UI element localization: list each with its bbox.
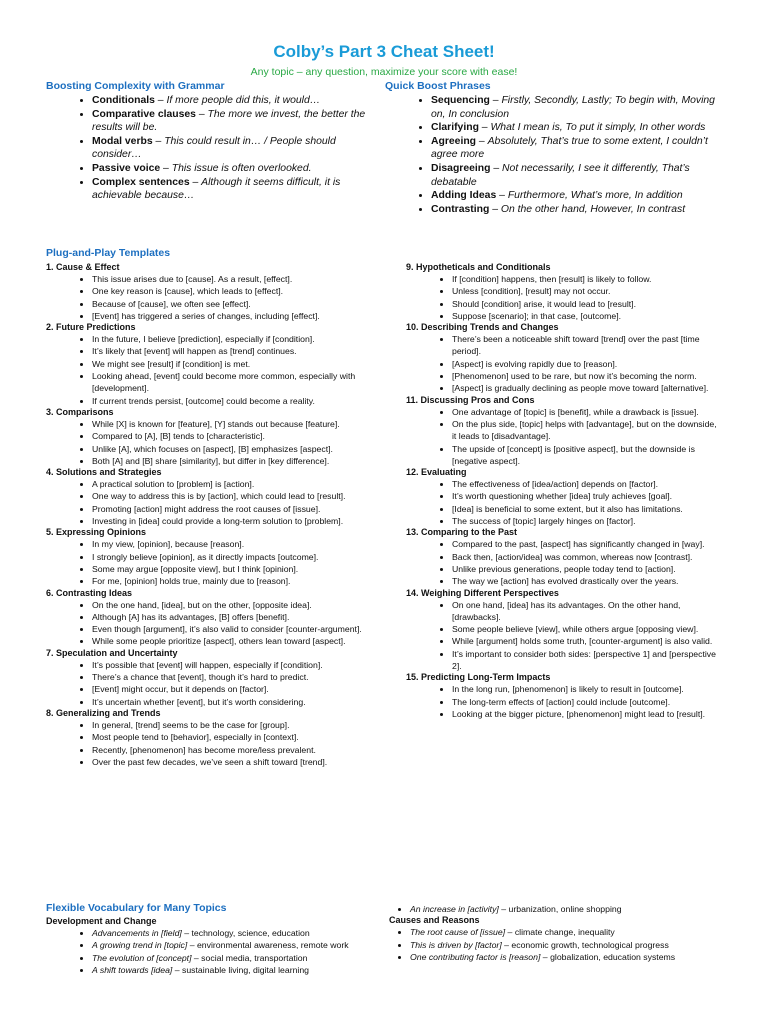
template-title: 7. Speculation and Uncertainty [46, 647, 178, 658]
template-item: • It’s uncertain whether [event], but it’s worth considering. [92, 696, 366, 708]
template-section [46, 588, 366, 648]
template-item: • [Event] might occur, but it depends on [factor]. [92, 683, 366, 695]
template-item: • If [condition] happens, then [result] is likely to follow. [452, 273, 721, 285]
vocab-right [389, 903, 729, 964]
vocab-separator: – [540, 952, 551, 963]
template-item: • In general, [trend] seems to be the case for [group]. [92, 719, 366, 731]
vocab-left [46, 902, 376, 977]
templates-heading: Plug-and-Play Templates [46, 247, 171, 259]
vocab-phrase: An increase in [activity] [410, 904, 499, 914]
template-item: • While [argument] holds some truth, [counter-argument] is also valid. [452, 635, 721, 647]
template-item: • Promoting [action] might address the root causes of [issue]. [92, 503, 366, 515]
phrase-separator: – [490, 162, 503, 174]
template-item: • I strongly believe [opinion], as it directly impacts [outcome]. [92, 551, 366, 563]
template-title: 9. Hypotheticals and Conditionals [406, 262, 551, 272]
template-title: 6. Contrasting Ideas [46, 587, 133, 598]
template-item: • This issue arises due to [cause]. As a result, [effect]. [92, 273, 366, 285]
template-item: • [Event] has triggered a series of changes, including [effect]. [92, 310, 366, 322]
phrase-term: Complex sentences [92, 176, 190, 188]
vocab-item [410, 939, 729, 951]
phrase-term: Agreeing [431, 135, 477, 147]
template-title: 3. Comparisons [46, 406, 114, 417]
template-list [46, 418, 366, 467]
template-item: • The success of [topic] largely hinges on [factor]. [452, 515, 721, 527]
vocab-phrase: The evolution of [concept] [92, 952, 192, 963]
phrase-example: On the other hand, However, In contrast [500, 203, 686, 215]
phrase-item [92, 94, 376, 108]
template-item: • Both [A] and [B] share [similarity], but differ in [key difference]. [92, 455, 366, 467]
template-title: 13. Comparing to the Past [406, 527, 518, 538]
template-item: • While [X] is known for [feature], [Y] stands out because [feature]. [92, 418, 366, 430]
template-list [46, 273, 366, 322]
phrase-item [431, 162, 720, 189]
phrase-example: Although it seems difficult, it is achievable because… [92, 176, 341, 202]
vocab-examples: globalization, education systems [550, 952, 676, 963]
vocab-separator: – [187, 940, 197, 951]
template-item: • We might see [result] if [condition] is met. [92, 358, 366, 370]
vocab-phrase: A growing trend in [topic] [92, 940, 188, 951]
template-item: • On the one hand, [idea], but on the other, [opposite idea]. [92, 599, 366, 611]
phrase-item [431, 135, 720, 162]
phrase-item [431, 203, 720, 217]
template-item: • It’s possible that [event] will happen, especially if [condition]. [92, 659, 366, 671]
template-item: • One way to address this is by [action], which could lead to [result]. [92, 490, 366, 502]
template-item: • On the plus side, [topic] helps with [advantage], but on the downside, it leads to [disadvantage]. [452, 418, 721, 443]
vocab-examples: social media, transportation [201, 952, 308, 963]
template-section [46, 648, 366, 708]
phrase-example: If more people did this, it would… [166, 95, 321, 106]
template-item: • Even though [argument], it’s also valid to consider [counter-argument]. [92, 623, 366, 635]
vocab-examples: sustainable living, digital learning [182, 965, 310, 976]
template-section [406, 262, 721, 322]
template-item: • If current trends persist, [outcome] could become a reality. [92, 395, 366, 407]
template-title: 5. Expressing Opinions [46, 527, 147, 538]
template-list [406, 683, 721, 720]
vocab-separator: – [505, 927, 515, 938]
template-item: • It’s worth questioning whether [idea] truly achieves [goal]. [452, 490, 721, 502]
template-item: • Unlike [A], which focuses on [aspect], [B] emphasizes [aspect]. [92, 443, 366, 455]
vocab-item [92, 939, 376, 951]
vocab-list-causes [389, 926, 729, 963]
template-section [46, 527, 366, 587]
template-item: • [Phenomenon] used to be rare, but now it’s becoming the norm. [452, 370, 721, 382]
template-item: • Recently, [phenomenon] has become more/less prevalent. [92, 744, 366, 756]
template-item: • Over the past few decades, we’ve seen a shift toward [trend]. [92, 756, 366, 768]
phrase-example: Absolutely, That’s true to some extent, I couldn’t agree more [431, 135, 708, 161]
phrase-example: This issue is often overlooked. [171, 162, 312, 174]
template-list [46, 659, 366, 708]
vocab-examples: technology, science, education [191, 928, 310, 938]
template-list [406, 406, 721, 467]
phrase-separator: – [195, 108, 208, 120]
phrase-item [431, 94, 720, 121]
vocab-list-carry [389, 903, 729, 915]
template-section [46, 407, 366, 467]
template-item: • In my view, [opinion], because [reason]. [92, 538, 366, 550]
template-list [46, 599, 366, 648]
template-title: 10. Describing Trends and Changes [406, 322, 559, 333]
template-item: • Compared to the past, [aspect] has significantly changed in [way]. [452, 538, 721, 550]
template-section [46, 322, 366, 407]
template-item: • Unless [condition], [result] may not occur. [452, 285, 721, 297]
vocab-phrase: One contributing factor is [reason] [410, 952, 541, 963]
template-list [406, 478, 721, 527]
template-item: • Looking ahead, [event] could become more common, especially with [development]. [92, 370, 366, 395]
phrase-example: The more we invest, the better the results will be. [92, 108, 366, 134]
phrase-term: Disagreeing [431, 162, 491, 174]
template-item: • Some people believe [view], while others argue [opposing view]. [452, 623, 721, 635]
vocab-separator: – [181, 928, 192, 938]
phrase-item [92, 135, 376, 162]
template-section [406, 322, 721, 394]
template-item: • Although [A] has its advantages, [B] offers [benefit]. [92, 611, 366, 623]
template-section [406, 467, 721, 527]
template-item: • Unlike previous generations, people today tend to [action]. [452, 563, 721, 575]
template-title: 1. Cause & Effect [46, 262, 120, 272]
phrase-item [431, 121, 720, 135]
phrase-term: Sequencing [431, 95, 490, 106]
template-section [46, 708, 366, 768]
template-item: • Some may argue [opposite view], but I think [opinion]. [92, 563, 366, 575]
phrase-term: Clarifying [431, 122, 479, 134]
template-list [406, 538, 721, 587]
template-title: 4. Solutions and Strategies [46, 467, 162, 478]
template-item: • There’s a chance that [event], though it’s hard to predict. [92, 671, 366, 683]
phrase-term: Comparative clauses [92, 108, 196, 120]
template-item: • For me, [opinion] holds true, mainly due to [reason]. [92, 575, 366, 587]
phrase-separator: – [496, 190, 508, 202]
phrase-separator: – [478, 122, 491, 134]
grammar-heading: Boosting Complexity with Grammar [46, 80, 225, 92]
template-list [46, 478, 366, 527]
template-title: 11. Discussing Pros and Cons [406, 394, 535, 405]
template-item: • The upside of [concept] is [positive aspect], but the downside is [negative aspect]. [452, 443, 721, 468]
template-item: • Should [condition] arise, it would lead to [result]. [452, 298, 721, 310]
vocab-subheading-development: Development and Change [46, 916, 157, 926]
vocab-phrase: Advancements in [field] [92, 928, 182, 938]
phrase-term: Passive voice [92, 162, 161, 174]
template-item: • [Aspect] is evolving rapidly due to [reason]. [452, 358, 721, 370]
boost-section [385, 80, 720, 216]
template-section [406, 672, 721, 720]
vocab-list-development [46, 927, 376, 977]
templates-right-column [406, 262, 721, 720]
phrase-example: What I mean is, To put it simply, In other words [490, 122, 706, 134]
grammar-section [46, 80, 376, 203]
template-item: • Suppose [scenario]; in that case, [outcome]. [452, 310, 721, 322]
boost-heading: Quick Boost Phrases [385, 80, 491, 92]
template-item: • The effectiveness of [idea/action] depends on [factor]. [452, 478, 721, 490]
vocab-examples: urbanization, online shopping [508, 904, 622, 914]
template-title: 14. Weighing Different Perspectives [406, 587, 559, 598]
phrase-separator: – [489, 95, 502, 106]
template-item: • It’s likely that [event] will happen as [trend] continues. [92, 345, 366, 357]
page-subtitle: Any topic – any question, maximize your score with ease! [250, 66, 518, 78]
template-section [406, 395, 721, 467]
vocab-item [92, 964, 376, 976]
template-item: • In the long run, [phenomenon] is likely to result in [outcome]. [452, 683, 721, 695]
phrase-item [92, 108, 376, 135]
vocab-separator: – [501, 939, 512, 950]
template-item: • Back then, [action/idea] was common, whereas now [contrast]. [452, 551, 721, 563]
phrase-term: Conditionals [92, 95, 155, 106]
vocab-phrase: The root cause of [issue] [410, 927, 506, 938]
template-item: • One key reason is [cause], which leads to [effect]. [92, 285, 366, 297]
template-item: • One advantage of [topic] is [benefit], while a drawback is [issue]. [452, 406, 721, 418]
template-item: • It’s important to consider both sides: [perspective 1] and [perspective 2]. [452, 648, 721, 673]
template-item: • While some people prioritize [aspect], others lean toward [aspect]. [92, 635, 366, 647]
template-item: • Compared to [A], [B] tends to [characteristic]. [92, 430, 366, 442]
template-item: • [Idea] is beneficial to some extent, but it also has limitations. [452, 503, 721, 515]
grammar-list [46, 94, 376, 203]
template-item: • The way we [action] has evolved drastically over the years. [452, 575, 721, 587]
template-item: • The long-term effects of [action] could include [outcome]. [452, 696, 721, 708]
template-title: 2. Future Predictions [46, 322, 136, 333]
phrase-separator: – [489, 203, 501, 215]
phrase-example: This could result in… / People should consider… [92, 135, 336, 161]
template-list [406, 599, 721, 673]
phrase-separator: – [152, 135, 165, 147]
page-title: Colby’s Part 3 Cheat Sheet! [273, 42, 495, 61]
vocab-examples: environmental awareness, remote work [196, 940, 349, 951]
template-item: • Investing in [idea] could provide a long-term solution to [problem]. [92, 515, 366, 527]
template-title: 12. Evaluating [406, 467, 467, 478]
phrase-item [92, 176, 376, 203]
vocab-subheading-causes: Causes and Reasons [389, 915, 480, 926]
phrase-item [431, 189, 720, 203]
vocab-examples: economic growth, technological progress [511, 939, 669, 950]
vocab-item [92, 952, 376, 964]
template-item: • Because of [cause], we often see [effect]. [92, 298, 366, 310]
template-list [46, 538, 366, 587]
vocab-item: • An increase in [activity] – urbanization, online shopping [410, 903, 729, 915]
phrase-item [92, 162, 376, 176]
template-section [406, 527, 721, 587]
template-list [46, 719, 366, 768]
vocab-heading: Flexible Vocabulary for Many Topics [46, 902, 227, 914]
vocab-item [410, 926, 729, 938]
template-item: • A practical solution to [problem] is [action]. [92, 478, 366, 490]
template-item: • [Aspect] is gradually declining as people move toward [alternative]. [452, 382, 721, 394]
template-item: • There’s been a noticeable shift toward [trend] over the past [time period]. [452, 333, 721, 358]
vocab-separator: – [191, 952, 202, 963]
vocab-item [410, 951, 729, 963]
template-item: • Looking at the bigger picture, [phenomenon] might lead to [result]. [452, 708, 721, 720]
phrase-separator: – [476, 135, 488, 147]
phrase-example: Furthermore, What’s more, In addition [507, 190, 683, 202]
phrase-separator: – [160, 162, 172, 174]
vocab-item [92, 927, 376, 939]
template-list [46, 333, 366, 407]
template-list [406, 273, 721, 322]
vocab-phrase: This is driven by [factor] [410, 939, 502, 950]
templates-left-column [46, 262, 366, 768]
phrase-example: Firstly, Secondly, Lastly; To begin with, Moving on, In conclusion [431, 95, 715, 120]
phrase-example: Not necessarily, I see it differently, That’s debatable [431, 162, 690, 188]
template-section [46, 262, 366, 322]
vocab-examples: climate change, inequality [514, 927, 615, 938]
template-section [46, 467, 366, 527]
template-section [406, 588, 721, 673]
template-item: • On one hand, [idea] has its advantages. On the other hand, [drawbacks]. [452, 599, 721, 624]
phrase-term: Modal verbs [92, 135, 153, 147]
template-list [406, 333, 721, 394]
vocab-separator: – [172, 965, 182, 976]
template-item: • Most people tend to [behavior], especially in [context]. [92, 731, 366, 743]
vocab-phrase: A shift towards [idea] [92, 965, 173, 976]
boost-list [385, 94, 720, 216]
phrase-separator: – [154, 95, 167, 106]
template-item: • In the future, I believe [prediction], especially if [condition]. [92, 333, 366, 345]
template-title: 15. Predicting Long-Term Impacts [406, 672, 551, 683]
phrase-separator: – [189, 176, 202, 188]
phrase-term: Adding Ideas [431, 190, 497, 202]
phrase-term: Contrasting [431, 203, 490, 215]
template-title: 8. Generalizing and Trends [46, 707, 161, 718]
